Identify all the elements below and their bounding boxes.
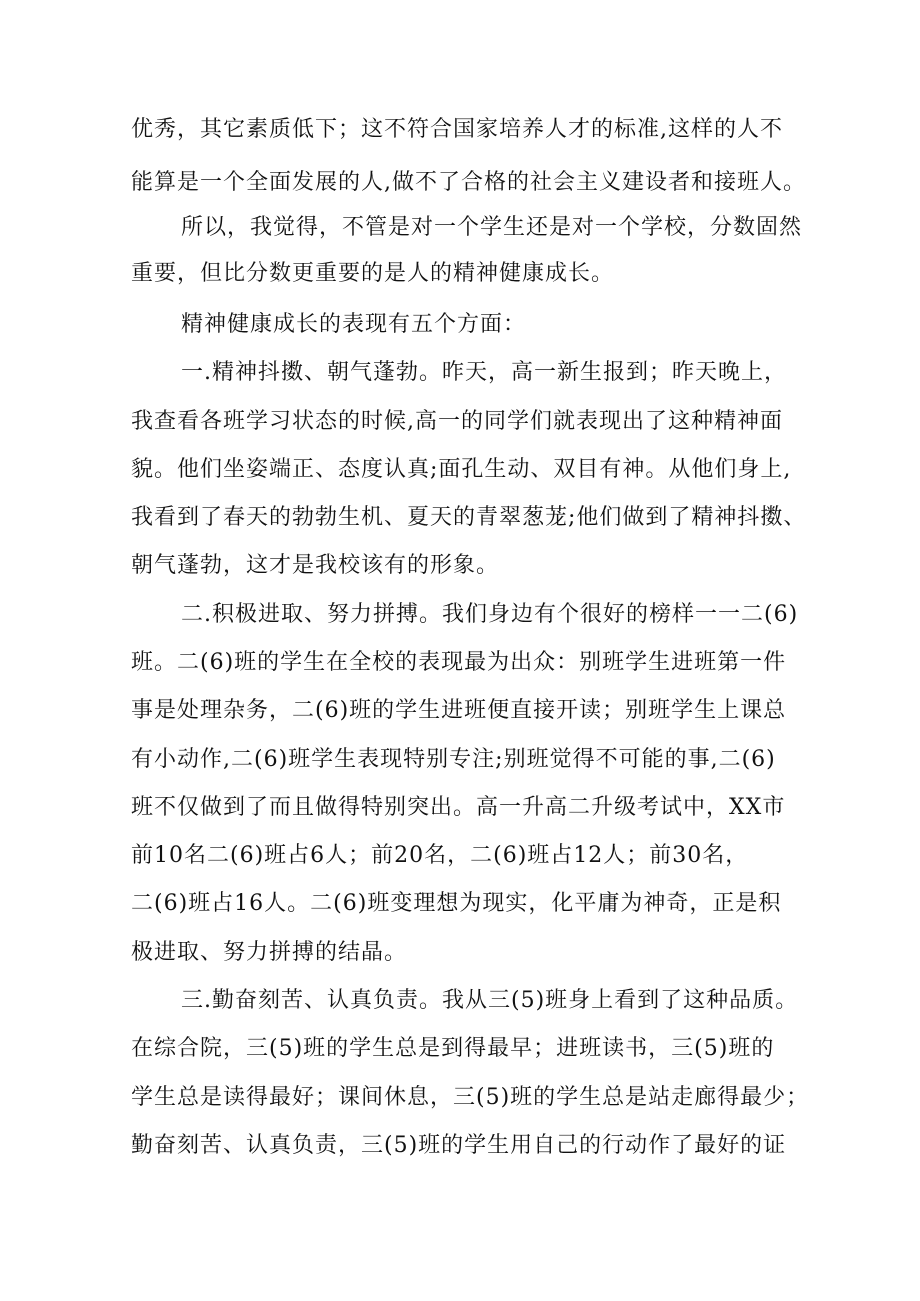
text-line: 班。二(6)班的学生在全校的表现最为出众：别班学生进班第一件	[131, 650, 787, 675]
text-line: 能算是一个全面发展的人,做不了合格的社会主义建设者和接班人。	[131, 170, 806, 195]
text-line: 二.积极进取、努力拼搏。我们身边有个很好的榜样一一二(6)	[181, 602, 799, 627]
text-line: 貌。他们坐姿端正、态度认真;面孔生动、双目有神。从他们身上,	[131, 457, 792, 482]
text-line: 三.勤奋刻苦、认真负责。我从三(5)班身上看到了这种品质。	[181, 988, 799, 1013]
text-line: 前10名二(6)班占6人；前20名，二(6)班占12人；前30名，	[131, 843, 749, 868]
text-line: 勤奋刻苦、认真负责，三(5)班的学生用自己的行动作了最好的证	[131, 1133, 787, 1158]
text-line: 事是处理杂务，二(6)班的学生进班便直接开读；别班学生上课总	[131, 698, 787, 723]
text-line: 学生总是读得最好；课间休息，三(5)班的学生总是站走廊得最少；	[131, 1085, 810, 1110]
text-line: 我看到了春天的勃勃生机、夏天的青翠葱茏;他们做到了精神抖擞、	[131, 505, 807, 530]
text-line: 优秀，其它素质低下；这不符合国家培养人才的标准,这样的人不	[131, 117, 783, 142]
text-line: 班不仅做到了而且做得特别突出。高一升高二升级考试中，XX市	[131, 795, 786, 820]
text-line: 所以，我觉得，不管是对一个学生还是对一个学校，分数固然	[181, 215, 803, 240]
text-line: 有小动作,二(6)班学生表现特别专注;别班觉得不可能的事,二(6)	[131, 747, 776, 772]
text-line: 极进取、努力拼搏的结晶。	[131, 940, 408, 965]
text-line: 二(6)班占16人。二(6)班变理想为现实，化平庸为神奇，正是积	[131, 891, 782, 916]
text-line: 我查看各班学习状态的时候,高一的同学们就表现出了这种精神面	[131, 409, 783, 434]
text-line: 精神健康成长的表现有五个方面：	[181, 312, 527, 337]
text-line: 一.精神抖擞、朝气蓬勃。昨天，高一新生报到；昨天晚上，	[181, 360, 787, 385]
text-line: 重要，但比分数更重要的是人的精神健康成长。	[131, 261, 615, 286]
text-line: 在综合院，三(5)班的学生总是到得最早；进班读书，三(5)班的	[131, 1036, 775, 1061]
text-line: 朝气蓬勃，这才是我校该有的形象。	[131, 553, 500, 578]
